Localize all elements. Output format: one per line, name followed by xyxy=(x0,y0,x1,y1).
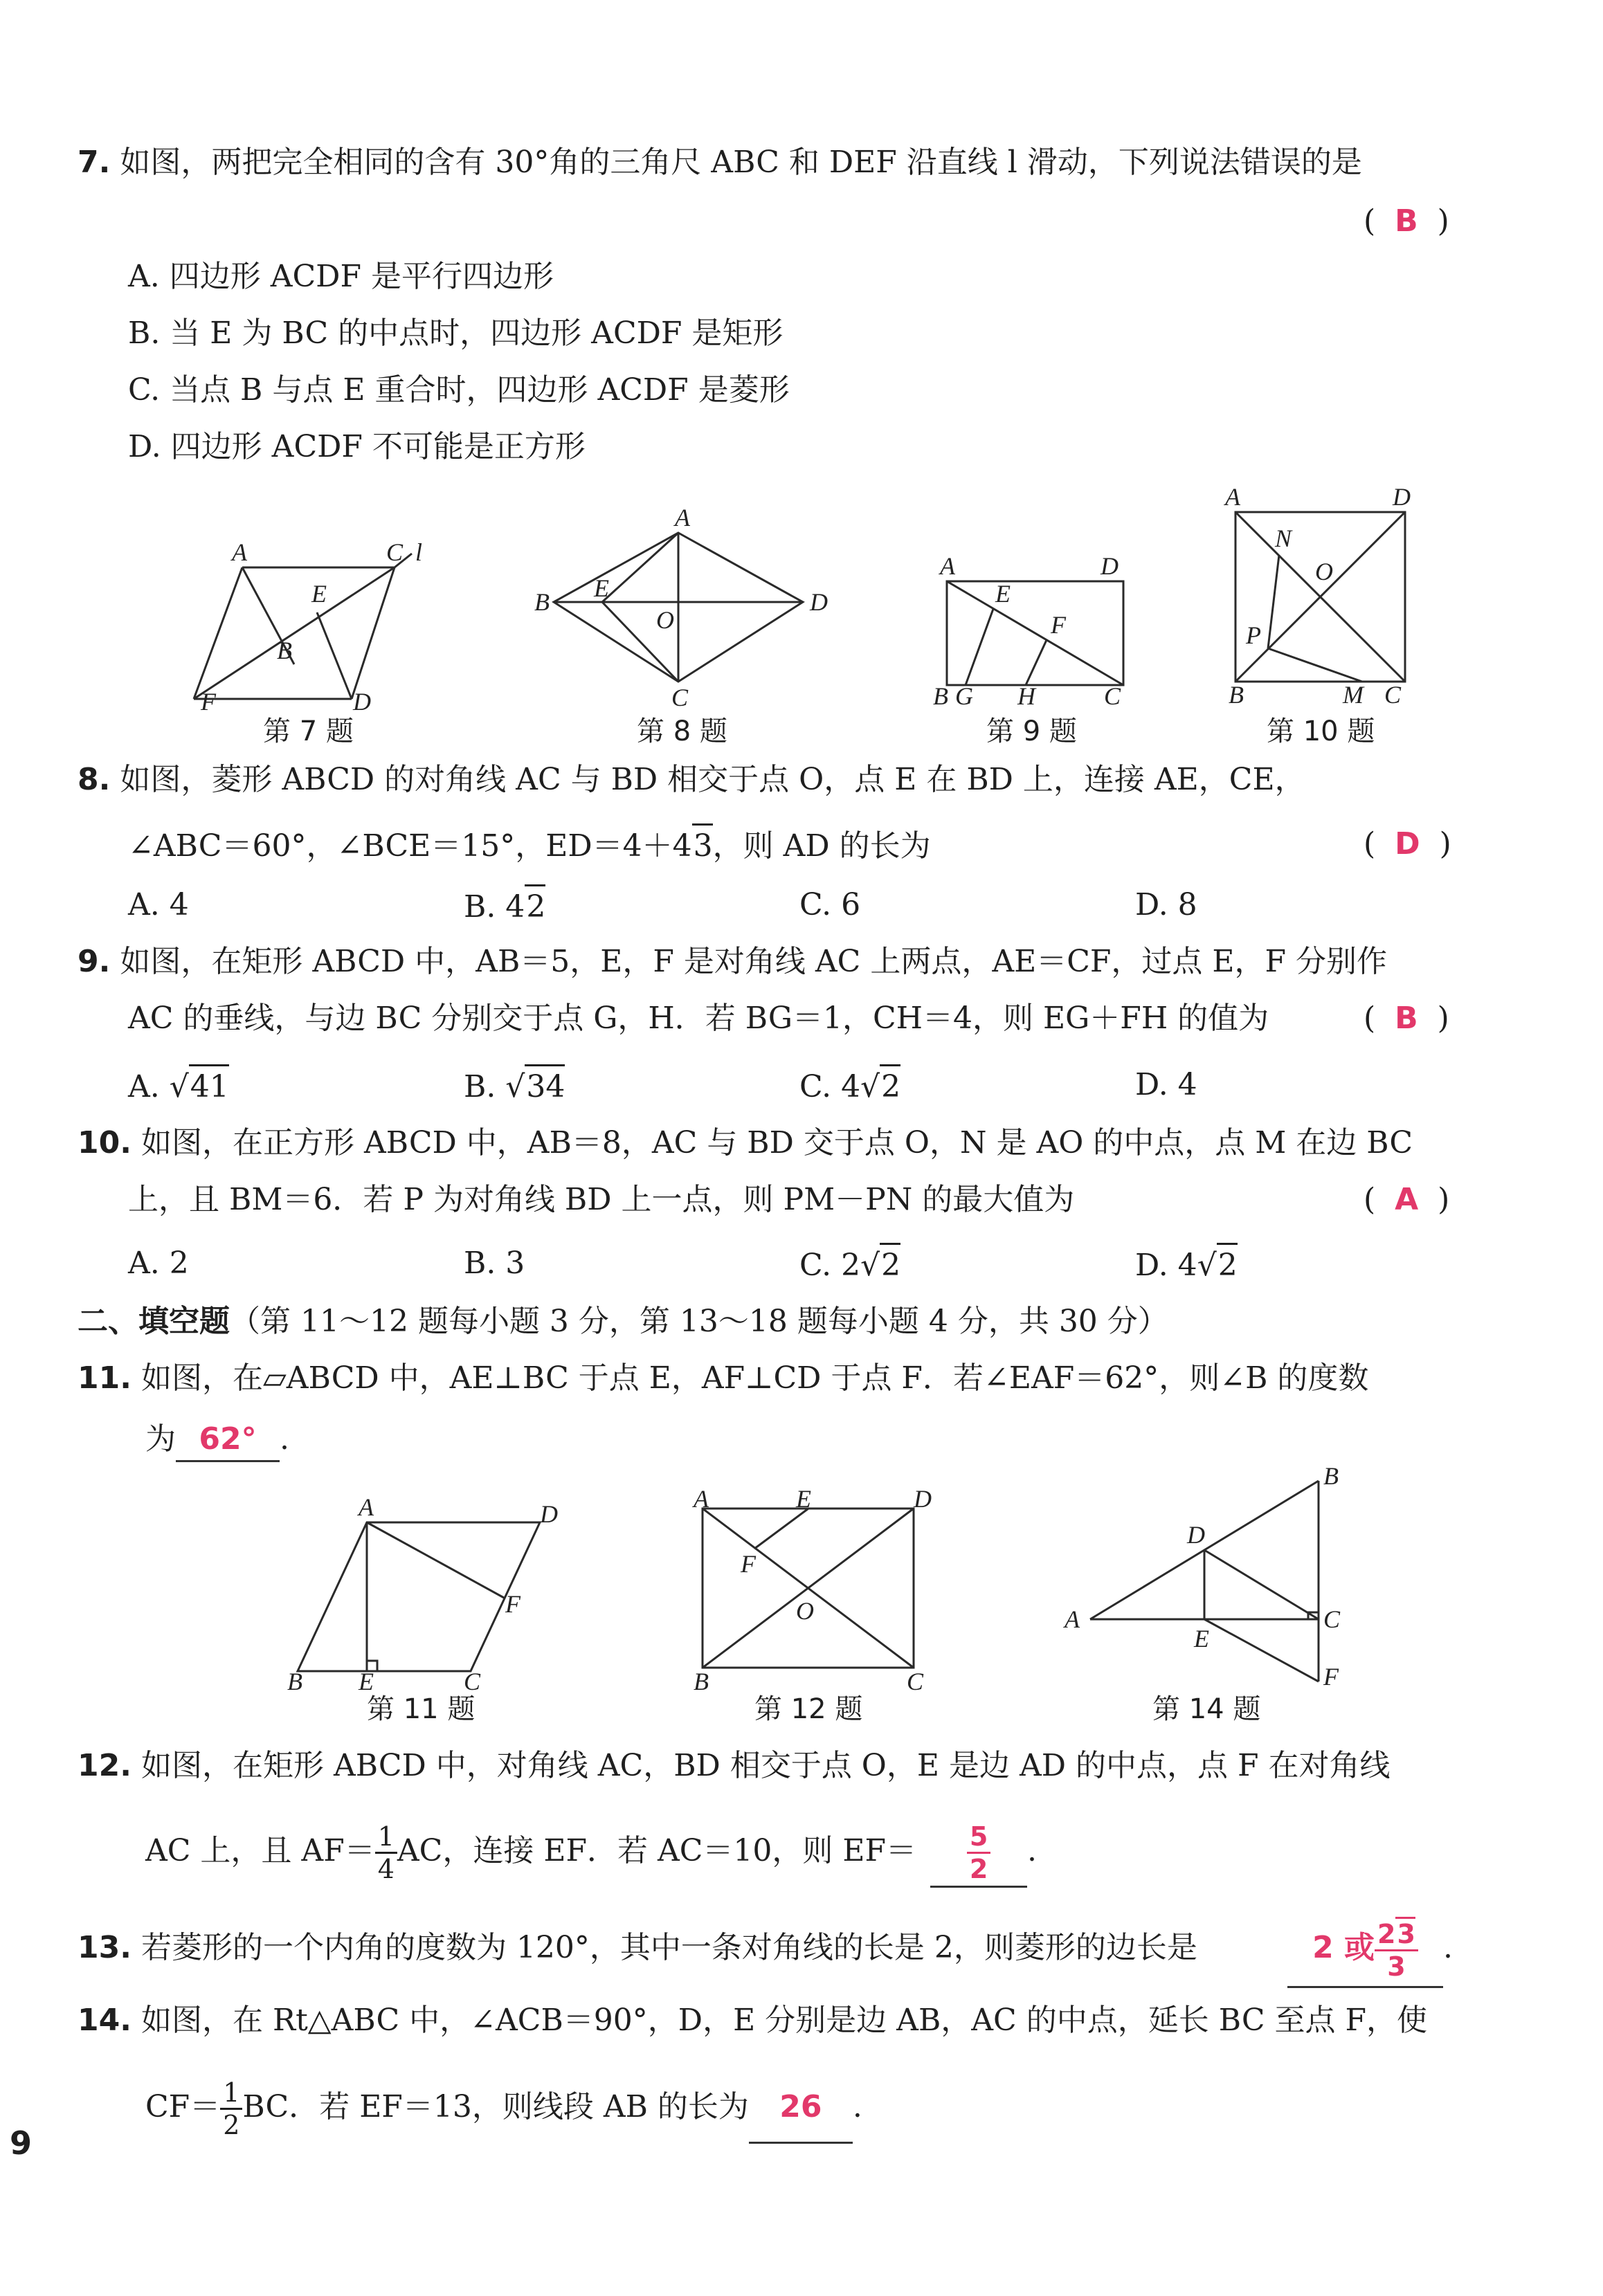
fig12-label-e: E xyxy=(796,1485,811,1513)
fig14-label-a: A xyxy=(1065,1605,1080,1633)
q8-answer: D xyxy=(1395,826,1420,862)
q11-answer: 62° xyxy=(199,1421,257,1457)
fig10-label-a: A xyxy=(1225,483,1240,511)
q12-line2: AC 上，且 AF＝ $\frac{1}{4}$ AC，连接 EF．若 AC＝10，则 EF＝ $\frac{5}{2}$ . xyxy=(145,1816,1037,1888)
q12-line1: 12. 如图，在矩形 ABCD 中，对角线 AC，BD 相交于点 O，E 是边 AD 的中点，点 F 在对角线 xyxy=(78,1748,1391,1783)
q9-line1: 9. 如图，在矩形 ABCD 中，AB＝5，E，F 是对角线 AC 上两点，AE＝CF，过点 E，F 分别作 xyxy=(78,944,1388,979)
fig10-label-d: D xyxy=(1393,483,1411,511)
fig11-label-c: C xyxy=(464,1668,481,1695)
fig9-label-g: G xyxy=(955,682,973,710)
q9-option-a: A. √41 xyxy=(128,1064,229,1108)
q9-answer-paren: ( B ) xyxy=(1364,1001,1449,1036)
q12-fraction: $\frac{1}{4}$ xyxy=(375,1821,397,1884)
fig12-label-o: O xyxy=(796,1597,814,1625)
q10-line1: 10. 如图，在正方形 ABCD 中，AB＝8，AC 与 BD 交于点 O，N 是 AO 的中点，点 M 在边 BC xyxy=(78,1125,1413,1160)
fig10-label-m: M xyxy=(1343,681,1364,709)
fig12-label-a: A xyxy=(694,1485,709,1513)
figure-q7 xyxy=(180,533,457,716)
section-2-header: 二、填空题（第 11～12 题每小题 3 分，第 13～18 题每小题 4 分，共 30 分） xyxy=(78,1304,1168,1339)
q7-option-b: B. 当 E 为 BC 的中点时，四边形 ACDF 是矩形 xyxy=(128,316,784,351)
fig12-label-c: C xyxy=(907,1668,924,1695)
q10-option-c: C. 2√2 xyxy=(799,1243,900,1286)
fig9-label-b: B xyxy=(933,682,948,710)
fig7-label-c: C xyxy=(386,538,404,566)
q9-option-d: D. 4 xyxy=(1135,1067,1197,1102)
fig11-label-d: D xyxy=(540,1500,558,1528)
fig9-label-c: C xyxy=(1104,682,1121,710)
figure-q11 xyxy=(284,1488,561,1695)
caption-q14: 第 14 题 xyxy=(1152,1693,1261,1725)
fig11-label-a: A xyxy=(359,1493,374,1521)
q7-option-d: D. 四边形 ACDF 不可能是正方形 xyxy=(128,429,586,464)
q11-line2: 为 62° . xyxy=(145,1419,289,1462)
q9-answer: B xyxy=(1395,1001,1418,1036)
q8-option-d: D. 8 xyxy=(1135,887,1197,922)
fig9-label-e: E xyxy=(995,580,1011,608)
q13-answer-blank: 2 或 $\frac{23}{3}$ . xyxy=(1287,1910,1453,1988)
fig14-label-d: D xyxy=(1187,1521,1205,1549)
q10-line2: 上，且 BM＝6．若 P 为对角线 BD 上一点，则 PM－PN 的最大值为 xyxy=(128,1182,1075,1217)
fig14-label-e: E xyxy=(1194,1625,1209,1652)
page-number: 9 xyxy=(10,2124,33,2162)
figure-q12 xyxy=(685,1485,941,1695)
q10-option-b: B. 3 xyxy=(464,1246,525,1281)
q10-answer-paren: ( A ) xyxy=(1364,1182,1450,1217)
q10-option-a: A. 2 xyxy=(128,1246,189,1281)
fig12-label-f: F xyxy=(741,1550,756,1578)
q12-answer: $\frac{5}{2}$ xyxy=(967,1821,990,1884)
q9-option-b: B. √34 xyxy=(464,1064,565,1108)
q10-answer: A xyxy=(1395,1182,1419,1217)
q8-line1: 8. 如图，菱形 ABCD 的对角线 AC 与 BD 相交于点 O，点 E 在 BD 上，连接 AE，CE， xyxy=(78,762,1305,797)
fig7-label-l: l xyxy=(415,538,423,566)
fig9-label-d: D xyxy=(1101,552,1119,580)
fig7-label-a: A xyxy=(232,538,247,566)
q9-line2: AC 的垂线，与边 BC 分别交于点 G，H．若 BG＝1，CH＝4，则 EG＋FH 的值为 xyxy=(128,1001,1269,1036)
q9-option-c: C. 4√2 xyxy=(799,1064,900,1108)
fig8-label-o: O xyxy=(656,606,674,634)
caption-q9: 第 9 题 xyxy=(986,716,1077,747)
fig8-label-c: C xyxy=(671,684,689,711)
fig9-label-a: A xyxy=(940,552,955,580)
q7-option-c: C. 当点 B 与点 E 重合时，四边形 ACDF 是菱形 xyxy=(128,372,790,408)
q8-line2: ∠ABC＝60°，∠BCE＝15°，ED＝4＋43，则 AD 的长为 xyxy=(128,823,931,867)
q7-stem: 7. 如图，两把完全相同的含有 30°角的三角尺 ABC 和 DEF 沿直线 l 滑动，下列说法错误的是 xyxy=(78,145,1362,180)
fig11-label-f: F xyxy=(505,1590,520,1618)
fig10-label-c: C xyxy=(1384,681,1402,709)
figure-q14 xyxy=(1059,1453,1364,1691)
q14-fraction: $\frac{1}{2}$ xyxy=(220,2077,242,2140)
caption-q8: 第 8 题 xyxy=(637,716,727,747)
caption-q7: 第 7 题 xyxy=(263,716,354,747)
q8-answer-paren: ( D ) xyxy=(1364,826,1451,862)
q8-option-a: A. 4 xyxy=(128,887,189,922)
fig11-label-b: B xyxy=(287,1668,302,1695)
q14-line1: 14. 如图，在 Rt△ABC 中，∠ACB＝90°，D，E 分别是边 AB，AC 的中点，延长 BC 至点 F，使 xyxy=(78,2003,1428,2038)
caption-q12: 第 12 题 xyxy=(754,1693,863,1725)
fig8-label-d: D xyxy=(810,588,828,616)
figure-q9 xyxy=(927,552,1149,710)
figure-q8 xyxy=(526,504,844,711)
fig14-label-b: B xyxy=(1323,1462,1339,1490)
caption-q11: 第 11 题 xyxy=(367,1693,476,1725)
q8-option-c: C. 6 xyxy=(799,887,861,922)
fig10-label-b: B xyxy=(1229,681,1244,709)
q13-answer: 2 或 $\frac{23}{3}$ xyxy=(1312,1930,1418,1965)
fig8-label-e: E xyxy=(594,574,609,602)
fig9-label-f: F xyxy=(1051,611,1066,639)
fig12-label-d: D xyxy=(914,1485,932,1513)
fig9-label-h: H xyxy=(1017,682,1035,710)
q7-answer-paren: ( B ) xyxy=(1364,203,1449,239)
fig7-label-d: D xyxy=(353,688,371,716)
fig7-label-b: B xyxy=(277,637,292,664)
q7-answer: B xyxy=(1395,203,1418,239)
q10-option-d: D. 4√2 xyxy=(1135,1243,1238,1286)
fig10-label-o: O xyxy=(1315,558,1333,585)
fig10-label-p: P xyxy=(1246,621,1261,649)
q8-option-b: B. 42 xyxy=(464,884,545,928)
fig10-label-n: N xyxy=(1275,525,1292,552)
fig7-label-e: E xyxy=(311,580,327,608)
figure-q10 xyxy=(1211,483,1447,709)
q14-line2: CF＝ $\frac{1}{2}$ BC．若 EF＝13，则线段 AB 的长为 26 . xyxy=(145,2072,862,2144)
fig11-label-e: E xyxy=(359,1668,374,1695)
q11-line1: 11. 如图，在▱ABCD 中，AE⊥BC 于点 E，AF⊥CD 于点 F．若∠EAF＝62°，则∠B 的度数 xyxy=(78,1360,1369,1396)
fig8-label-a: A xyxy=(675,504,690,531)
fig7-label-f: F xyxy=(201,688,216,716)
q14-answer: 26 xyxy=(779,2089,822,2124)
caption-q10: 第 10 题 xyxy=(1267,716,1375,747)
fig12-label-b: B xyxy=(694,1668,709,1695)
fig14-label-c: C xyxy=(1323,1605,1341,1633)
q7-option-a: A. 四边形 ACDF 是平行四边形 xyxy=(128,259,554,294)
fig14-label-f: F xyxy=(1323,1663,1339,1691)
fig8-label-b: B xyxy=(534,588,550,616)
q13-line1: 13. 若菱形的一个内角的度数为 120°，其中一条对角线的长是 2，则菱形的边长是 xyxy=(78,1930,1197,1965)
